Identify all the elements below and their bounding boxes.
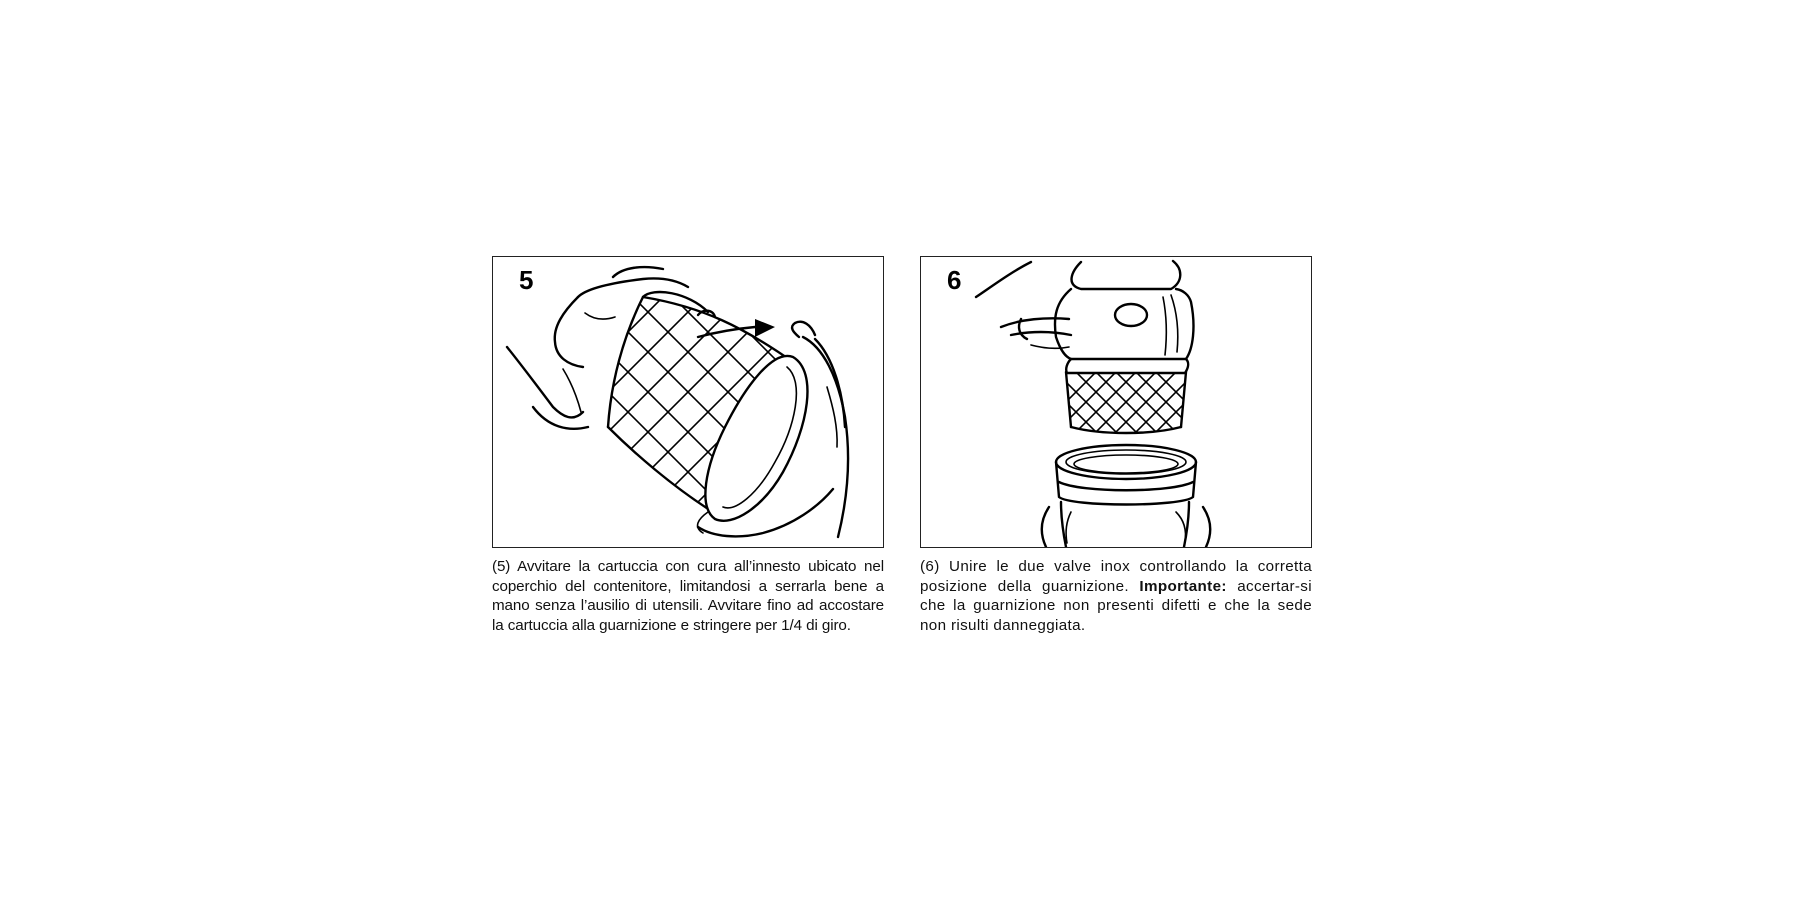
step-5-caption: (5) Avvitare la cartuccia con cura all’innesto ubicato nel coperchio del contenitore, limitandosi a serrarla bene a mano senza l’ausilio di utensili. Avvitare fino ad accostare la cartuccia alla guarnizione e stringere per 1/4 di giro.	[492, 558, 884, 634]
step-number: 5	[519, 265, 534, 295]
step-5	[492, 256, 884, 635]
step-6-caption	[920, 557, 1312, 635]
valve-assembly-drawing	[921, 257, 1311, 547]
caption-emphasis: Importante:	[1139, 577, 1227, 595]
step-5-illustration	[492, 256, 884, 548]
caption-text: accertar-si che la guarnizione non presenti difetti e che la sede non risulti danneggiata.	[920, 577, 1312, 634]
caption-text: (6) Unire le due valve inox controllando la corretta posizione della guarnizione.	[920, 558, 1312, 595]
step-6	[920, 256, 1312, 635]
step-6-illustration	[920, 256, 1312, 548]
step-number: 6	[947, 265, 962, 295]
cartridge-screwing-drawing	[493, 257, 883, 547]
